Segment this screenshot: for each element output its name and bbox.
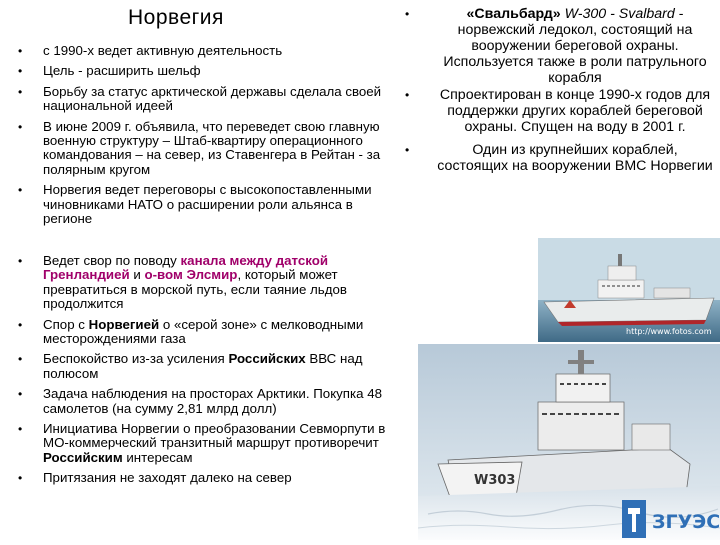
logo-text: ЗГУЭС <box>652 511 720 533</box>
list-item: • Норвегия ведет переговоры с высокопоставленными чиновниками НАТО о расширении роли альянса в регионе <box>18 182 372 227</box>
university-logo <box>620 498 720 540</box>
list-item: • с 1990-х ведет активную деятельность <box>18 43 283 58</box>
bullet-icon: • <box>18 44 23 58</box>
list-item: • Спор с Норвегией о «серой зоне» с мелководными месторождениями газа <box>18 316 364 347</box>
list-item: • Спроектирован в конце 1990-х годов для поддержки других кораблей береговой охраны. Спущен на воду в 2001 г. <box>405 87 711 135</box>
bullet-icon: • <box>405 7 410 21</box>
bullet-icon: • <box>18 84 23 99</box>
list-item: • Борьбу за статус арктической державы сделала своей национальной идеей <box>18 83 382 114</box>
list-item: • Задача наблюдения на просторах Арктики. Покупка 48 самолетов (на сумму 2,81 млрд долл) <box>18 386 382 416</box>
photo-watermark: http://www.fotos.com <box>626 327 712 336</box>
bullet-icon: • <box>18 422 23 437</box>
bullet-icon: • <box>405 88 410 102</box>
list-item: • Один из крупнейших кораблей, состоящих на вооружении ВМС Норвегии <box>405 142 713 174</box>
bullet-icon: • <box>18 352 23 367</box>
list-item: • «Свальбард» W-300 - Svalbard - норвежский ледокол, состоящий на вооружении береговой охраны. Используется также в роли патрульного корабля <box>405 6 707 86</box>
slide-title: Норвегия <box>128 6 224 29</box>
disputes-list <box>18 254 398 492</box>
list-item: • Притязания не заходят далеко на север <box>18 470 292 486</box>
hull-number: W303 <box>474 473 516 488</box>
list-item: • В июне 2009 г. объявила, что переведет свою главную военную структуру – Штаб-квартиру операционного командования – на север, из Ставенгера в Рейтан - за полярным кругом <box>18 118 381 177</box>
ship-photo-sea <box>538 238 720 342</box>
bullet-icon: • <box>18 183 23 198</box>
list-item: • Инициатива Норвегии о преобразовании Севморпути в МО-коммерческий транзитный маршрут противоречит Российским интересам <box>18 421 386 465</box>
bullet-icon: • <box>18 387 23 402</box>
list-item: • Ведет свор по поводу канала между датской Гренландией и о-вом Элсмир, который может превратиться в морской путь, если таяние льдов продолжится <box>18 253 347 312</box>
highlight-text: канала между датской Гренландией <box>43 253 329 283</box>
bullet-icon: • <box>18 254 23 268</box>
bullet-icon: • <box>18 317 23 332</box>
bullet-icon: • <box>18 119 23 134</box>
bullet-icon: • <box>18 471 23 486</box>
bullet-icon: • <box>18 64 23 79</box>
list-item: • Беспокойство из-за усиления Российских ВВС над полюсом <box>18 351 363 381</box>
norway-facts-list <box>18 44 388 232</box>
list-item: • Цель - расширить шельф <box>18 63 201 79</box>
svalbard-info-list <box>405 6 713 174</box>
bullet-icon: • <box>405 143 410 157</box>
highlight-text: о-вом Элсмир <box>144 267 238 283</box>
